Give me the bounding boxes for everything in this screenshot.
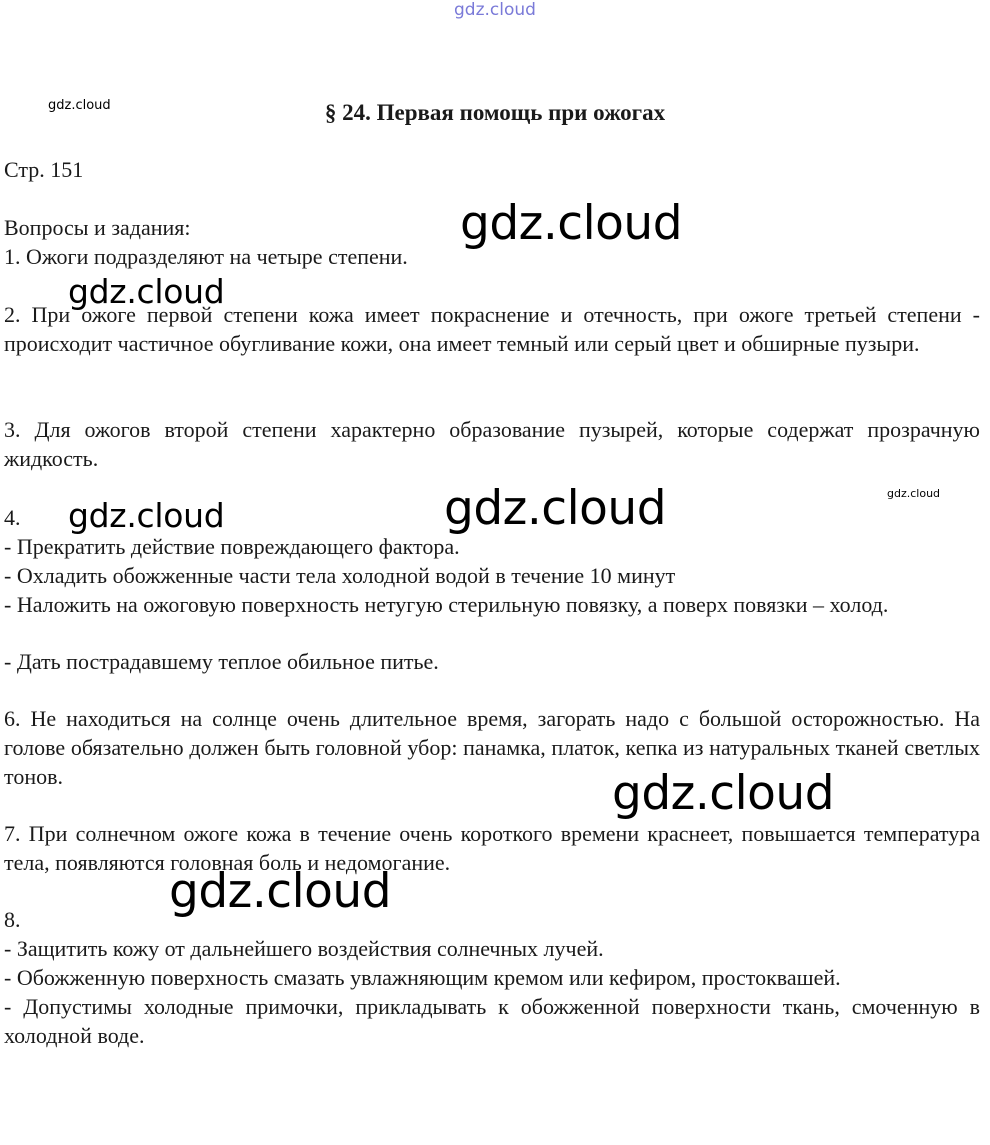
answer-4-item: - Наложить на ожоговую поверхность нетугую стерильную повязку, а поверх повязки – холод. xyxy=(4,592,889,617)
answer-8-item: - Обожженную поверхность смазать увлажняющим кремом или кефиром, простоквашей. xyxy=(4,965,841,990)
answer-3: 3. Для ожогов второй степени характерно образование пузырей, которые содержат прозрачную жидкость. xyxy=(4,417,980,471)
section-label: Вопросы и задания: xyxy=(4,215,191,240)
watermark-small-right: gdz.cloud xyxy=(887,487,941,500)
watermark-top: gdz.cloud xyxy=(454,0,536,20)
watermark-medium: gdz.cloud xyxy=(68,496,225,535)
answer-4-item: - Охладить обожженные части тела холодной водой в течение 10 минут xyxy=(4,563,676,588)
watermark-large: gdz.cloud xyxy=(169,864,392,919)
answer-6: 6. Не находиться на солнце очень длительное время, загорать надо с большой осторожностью. На голове обязательно должен быть головной убор: панамка, платок, кепка из натуральных тканей светлых тонов. xyxy=(4,706,980,789)
watermark-large: gdz.cloud xyxy=(612,766,835,821)
answer-4-number: 4. xyxy=(4,505,21,530)
watermark-large: gdz.cloud xyxy=(460,196,683,251)
page-reference: Стр. 151 xyxy=(4,157,84,182)
answer-8-item: - Защитить кожу от дальнейшего воздействия солнечных лучей. xyxy=(4,936,604,961)
answer-2: 2. При ожоге первой степени кожа имеет покраснение и отечность, при ожоге третьей степени - происходит частичное обугливание кожи, она имеет темный или серый цвет и обширные пузыри. xyxy=(4,302,980,356)
watermark-small-left: gdz.cloud xyxy=(48,98,111,113)
watermark-medium: gdz.cloud xyxy=(68,272,225,311)
answer-8-number: 8. xyxy=(4,907,21,932)
answer-8-item: - Допустимы холодные примочки, прикладывать к обожженной поверхности ткань, смоченную в холодной воде. xyxy=(4,994,980,1048)
answer-4-item: - Дать пострадавшему теплое обильное питье. xyxy=(4,649,439,674)
answer-4-item: - Прекратить действие повреждающего фактора. xyxy=(4,534,460,559)
answer-7: 7. При солнечном ожоге кожа в течение очень короткого времени краснеет, повышается температура тела, появляются головная боль и недомогание. xyxy=(4,821,980,875)
answer-1: 1. Ожоги подразделяют на четыре степени. xyxy=(4,244,408,269)
page-title: § 24. Первая помощь при ожогах xyxy=(324,100,666,125)
watermark-large: gdz.cloud xyxy=(444,481,667,536)
